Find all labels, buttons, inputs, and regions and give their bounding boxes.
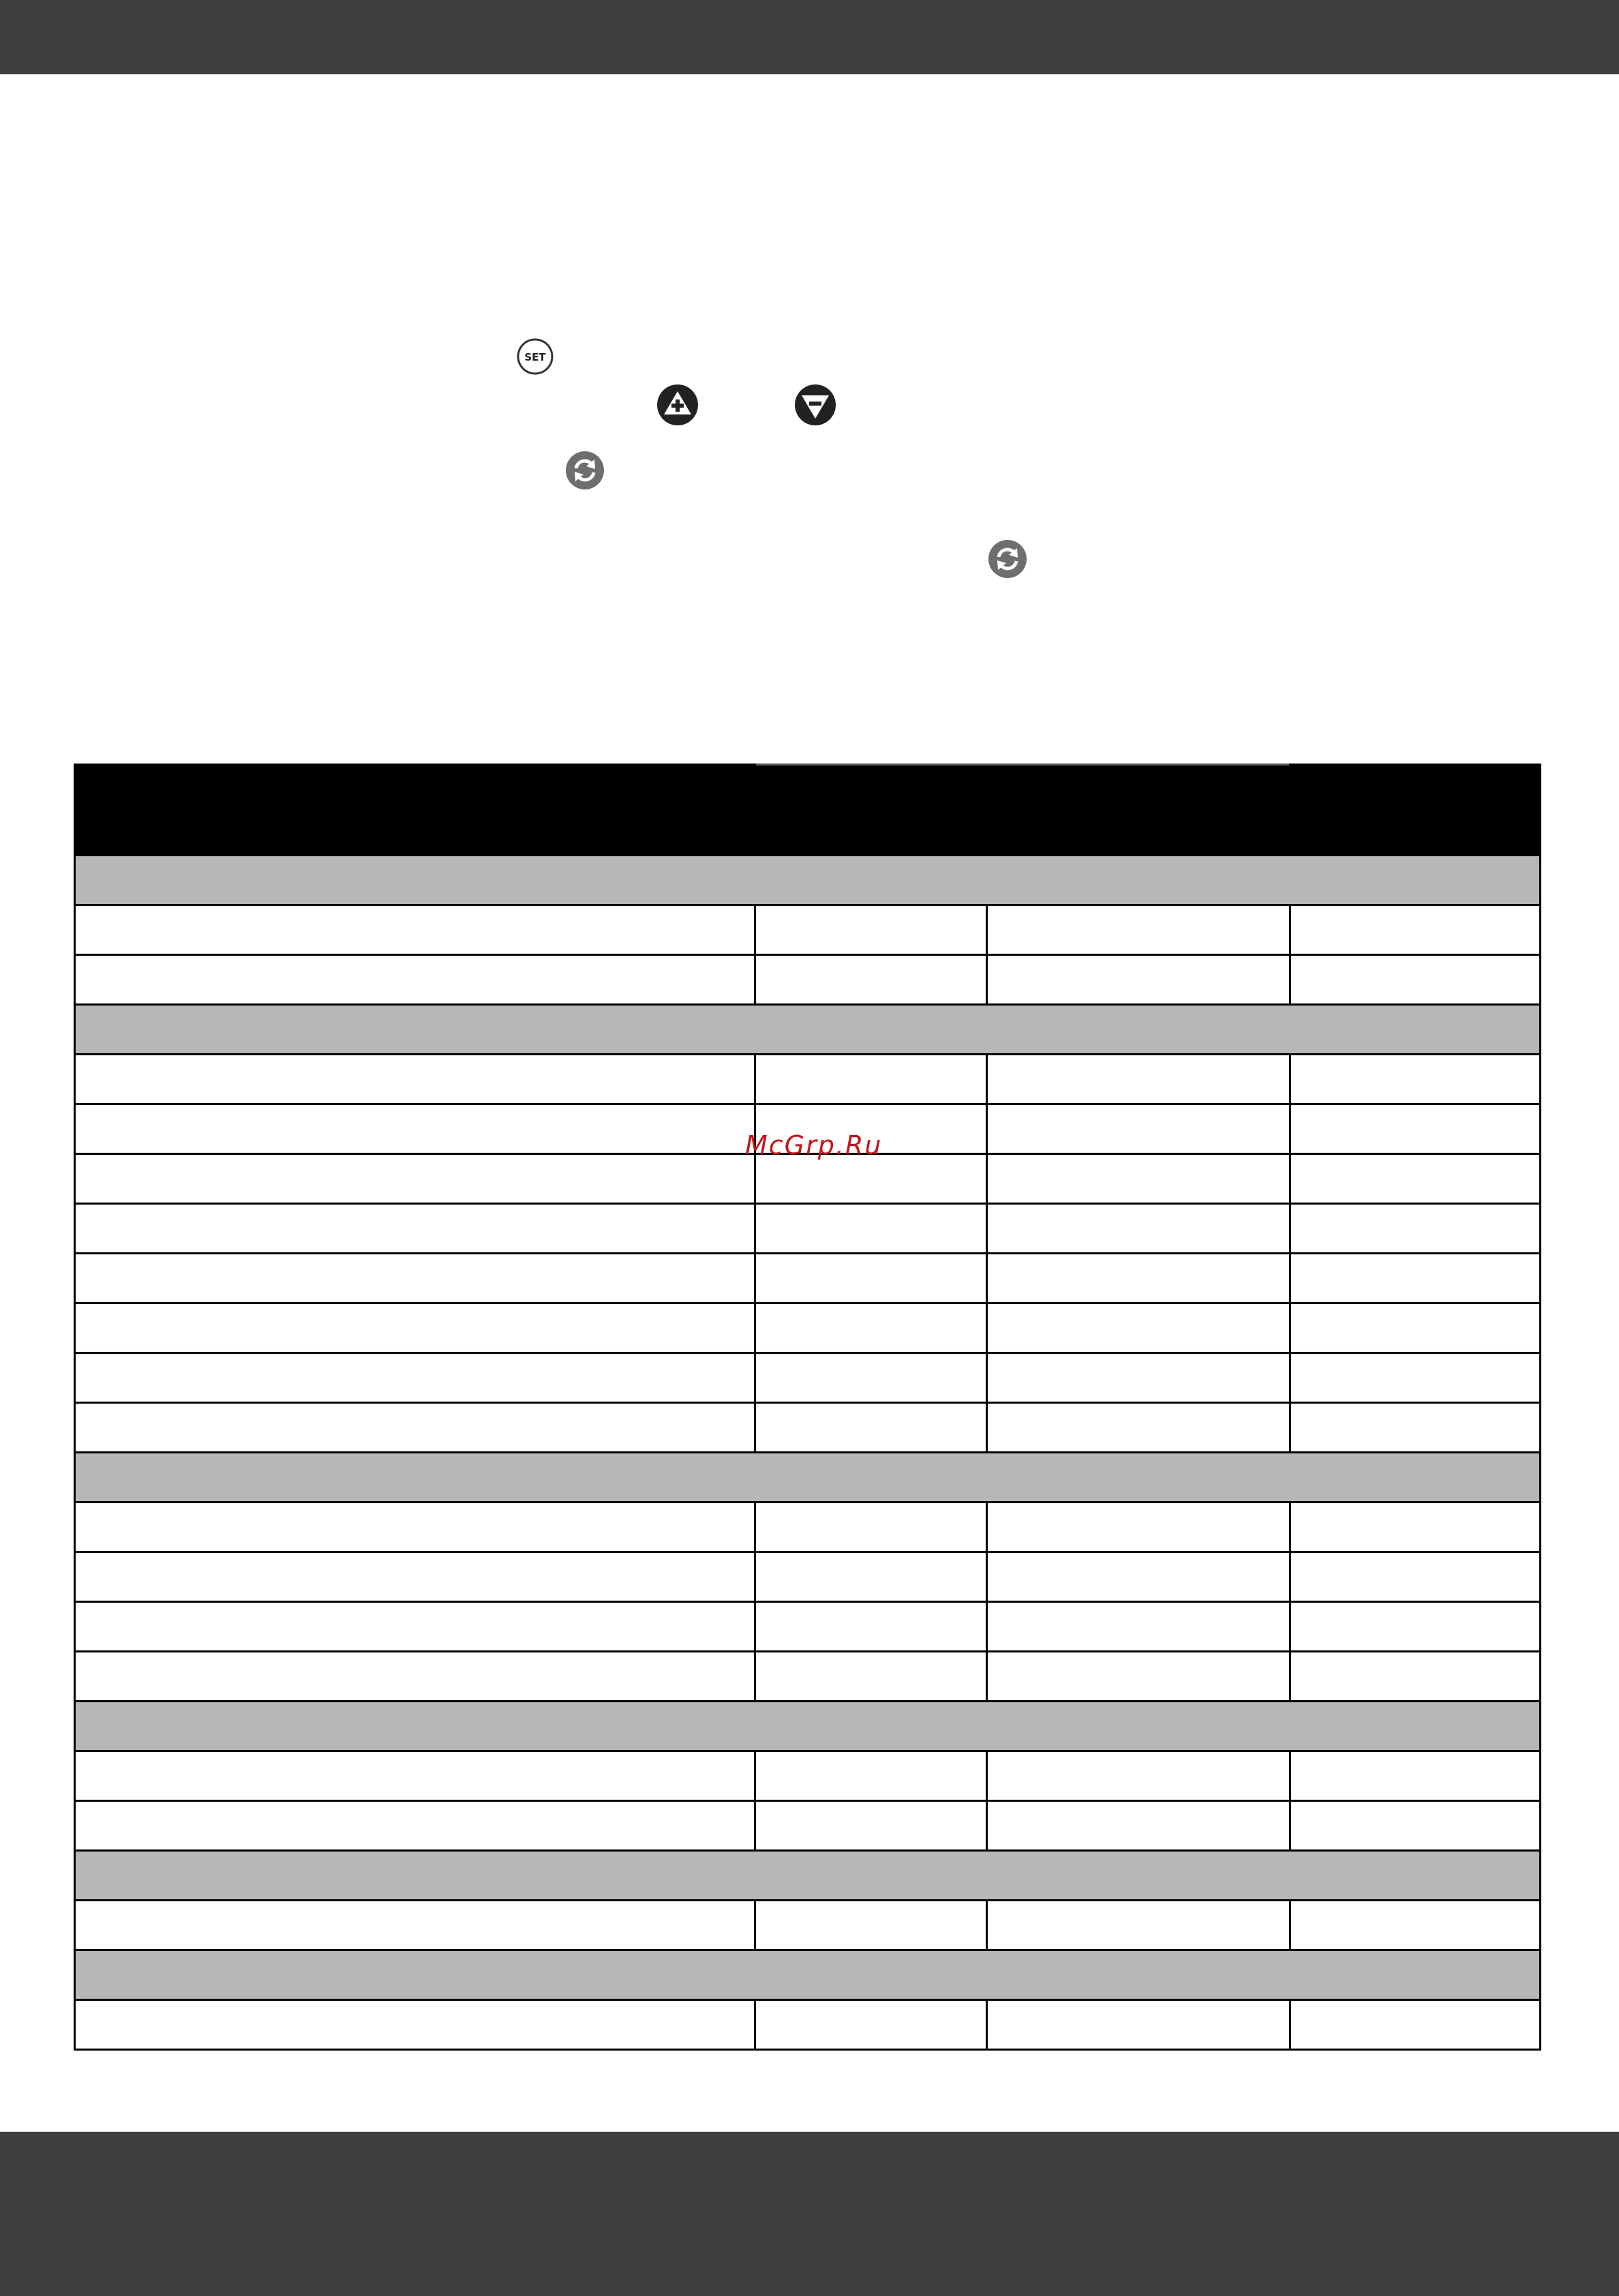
table-cell bbox=[755, 905, 987, 955]
table-cell bbox=[75, 1154, 755, 1204]
table-cell bbox=[1290, 1104, 1541, 1154]
table-section-row bbox=[75, 1453, 1541, 1502]
footer-bar bbox=[0, 2132, 1619, 2296]
parameters-table bbox=[74, 764, 1541, 2051]
section-cell bbox=[75, 856, 1541, 905]
table-cell bbox=[1290, 955, 1541, 1005]
watermark: McGrp.Ru bbox=[745, 1130, 883, 1160]
table-cell bbox=[75, 1602, 755, 1652]
header-cell bbox=[755, 765, 1290, 856]
table-cell bbox=[755, 1403, 987, 1453]
header-bar bbox=[0, 0, 1619, 74]
table-cell bbox=[75, 1901, 755, 1950]
section-cell bbox=[75, 1950, 1541, 2000]
table-cell bbox=[987, 1502, 1290, 1552]
table-cell bbox=[987, 1303, 1290, 1353]
table-cell bbox=[987, 1055, 1290, 1104]
table-row bbox=[75, 1801, 1541, 1851]
table-section-row bbox=[75, 856, 1541, 905]
table-row bbox=[75, 2000, 1541, 2050]
table-cell bbox=[75, 2000, 755, 2050]
table-cell bbox=[987, 1403, 1290, 1453]
table-row bbox=[75, 1552, 1541, 1602]
table-section-row bbox=[75, 1851, 1541, 1901]
table-cell bbox=[987, 1602, 1290, 1652]
table-cell bbox=[987, 1801, 1290, 1851]
header-cell bbox=[75, 765, 755, 856]
table-cell bbox=[1290, 1901, 1541, 1950]
table-cell bbox=[987, 1901, 1290, 1950]
table-row bbox=[75, 1204, 1541, 1254]
table-row bbox=[75, 1403, 1541, 1453]
table-cell bbox=[987, 1254, 1290, 1303]
table-cell bbox=[75, 1353, 755, 1403]
table-cell bbox=[987, 905, 1290, 955]
table-cell bbox=[755, 1303, 987, 1353]
table-cell bbox=[755, 1154, 987, 1204]
table-cell bbox=[75, 1502, 755, 1552]
table-cell bbox=[75, 1403, 755, 1453]
table-cell bbox=[75, 1055, 755, 1104]
table-row bbox=[75, 1502, 1541, 1552]
table-row bbox=[75, 1303, 1541, 1353]
table-cell bbox=[755, 1502, 987, 1552]
table-cell bbox=[1290, 1154, 1541, 1204]
table-cell bbox=[75, 1552, 755, 1602]
svg-text:SET: SET bbox=[524, 351, 546, 363]
table-cell bbox=[755, 1602, 987, 1652]
table-cell bbox=[755, 1652, 987, 1702]
table-cell bbox=[1290, 1502, 1541, 1552]
table-row bbox=[75, 955, 1541, 1005]
table-cell bbox=[1290, 905, 1541, 955]
section-cell bbox=[75, 1851, 1541, 1901]
table-cell bbox=[1290, 1801, 1541, 1851]
table-row bbox=[75, 1254, 1541, 1303]
table-cell bbox=[987, 2000, 1290, 2050]
table-cell bbox=[1290, 1254, 1541, 1303]
table-cell bbox=[75, 1204, 755, 1254]
table-cell bbox=[755, 1254, 987, 1303]
table-cell bbox=[75, 1652, 755, 1702]
table-cell bbox=[987, 955, 1290, 1005]
table-row bbox=[75, 1602, 1541, 1652]
section-cell bbox=[75, 1702, 1541, 1751]
down-arrow-minus-icon bbox=[793, 383, 837, 427]
table-section-row bbox=[75, 1702, 1541, 1751]
table-row bbox=[75, 1055, 1541, 1104]
table-cell bbox=[755, 1353, 987, 1403]
table-cell bbox=[1290, 1652, 1541, 1702]
table-cell bbox=[75, 1303, 755, 1353]
table-row bbox=[75, 1901, 1541, 1950]
header-cell bbox=[1290, 765, 1541, 856]
up-arrow-plus-icon bbox=[656, 383, 699, 427]
table-row bbox=[75, 905, 1541, 955]
table-cell bbox=[987, 1204, 1290, 1254]
table-header-row bbox=[75, 765, 1541, 856]
table-row bbox=[75, 1353, 1541, 1403]
table-row bbox=[75, 1652, 1541, 1702]
table-cell bbox=[987, 1353, 1290, 1403]
table-cell bbox=[755, 1204, 987, 1254]
section-cell bbox=[75, 1453, 1541, 1502]
table-section-row bbox=[75, 1005, 1541, 1055]
table-cell bbox=[1290, 1751, 1541, 1801]
table-cell bbox=[75, 1254, 755, 1303]
table-cell bbox=[1290, 1602, 1541, 1652]
table-cell bbox=[987, 1652, 1290, 1702]
table-cell bbox=[987, 1751, 1290, 1801]
table-cell bbox=[75, 1751, 755, 1801]
section-cell bbox=[75, 1005, 1541, 1055]
table-cell bbox=[987, 1104, 1290, 1154]
table-cell bbox=[75, 905, 755, 955]
table-cell bbox=[1290, 1055, 1541, 1104]
table-cell bbox=[755, 2000, 987, 2050]
table-cell bbox=[75, 1801, 755, 1851]
table-cell bbox=[1290, 1303, 1541, 1353]
table-section-row bbox=[75, 1950, 1541, 2000]
table-cell bbox=[755, 1901, 987, 1950]
table-cell bbox=[755, 1801, 987, 1851]
set-icon bbox=[515, 337, 555, 376]
table-cell bbox=[1290, 1552, 1541, 1602]
table-cell bbox=[1290, 1403, 1541, 1453]
table-row bbox=[75, 1751, 1541, 1801]
table-cell bbox=[755, 955, 987, 1005]
table-cell bbox=[987, 1154, 1290, 1204]
table-cell bbox=[1290, 1353, 1541, 1403]
table-cell bbox=[755, 1751, 987, 1801]
table-cell bbox=[1290, 1204, 1541, 1254]
table-cell bbox=[75, 1104, 755, 1154]
table-cell bbox=[755, 1055, 987, 1104]
table-cell bbox=[75, 955, 755, 1005]
table-row bbox=[75, 1154, 1541, 1204]
table-cell bbox=[755, 1552, 987, 1602]
table-cell bbox=[1290, 2000, 1541, 2050]
table-cell bbox=[987, 1552, 1290, 1602]
cycle-refresh-icon bbox=[564, 450, 605, 491]
cycle-refresh-icon bbox=[987, 539, 1028, 579]
